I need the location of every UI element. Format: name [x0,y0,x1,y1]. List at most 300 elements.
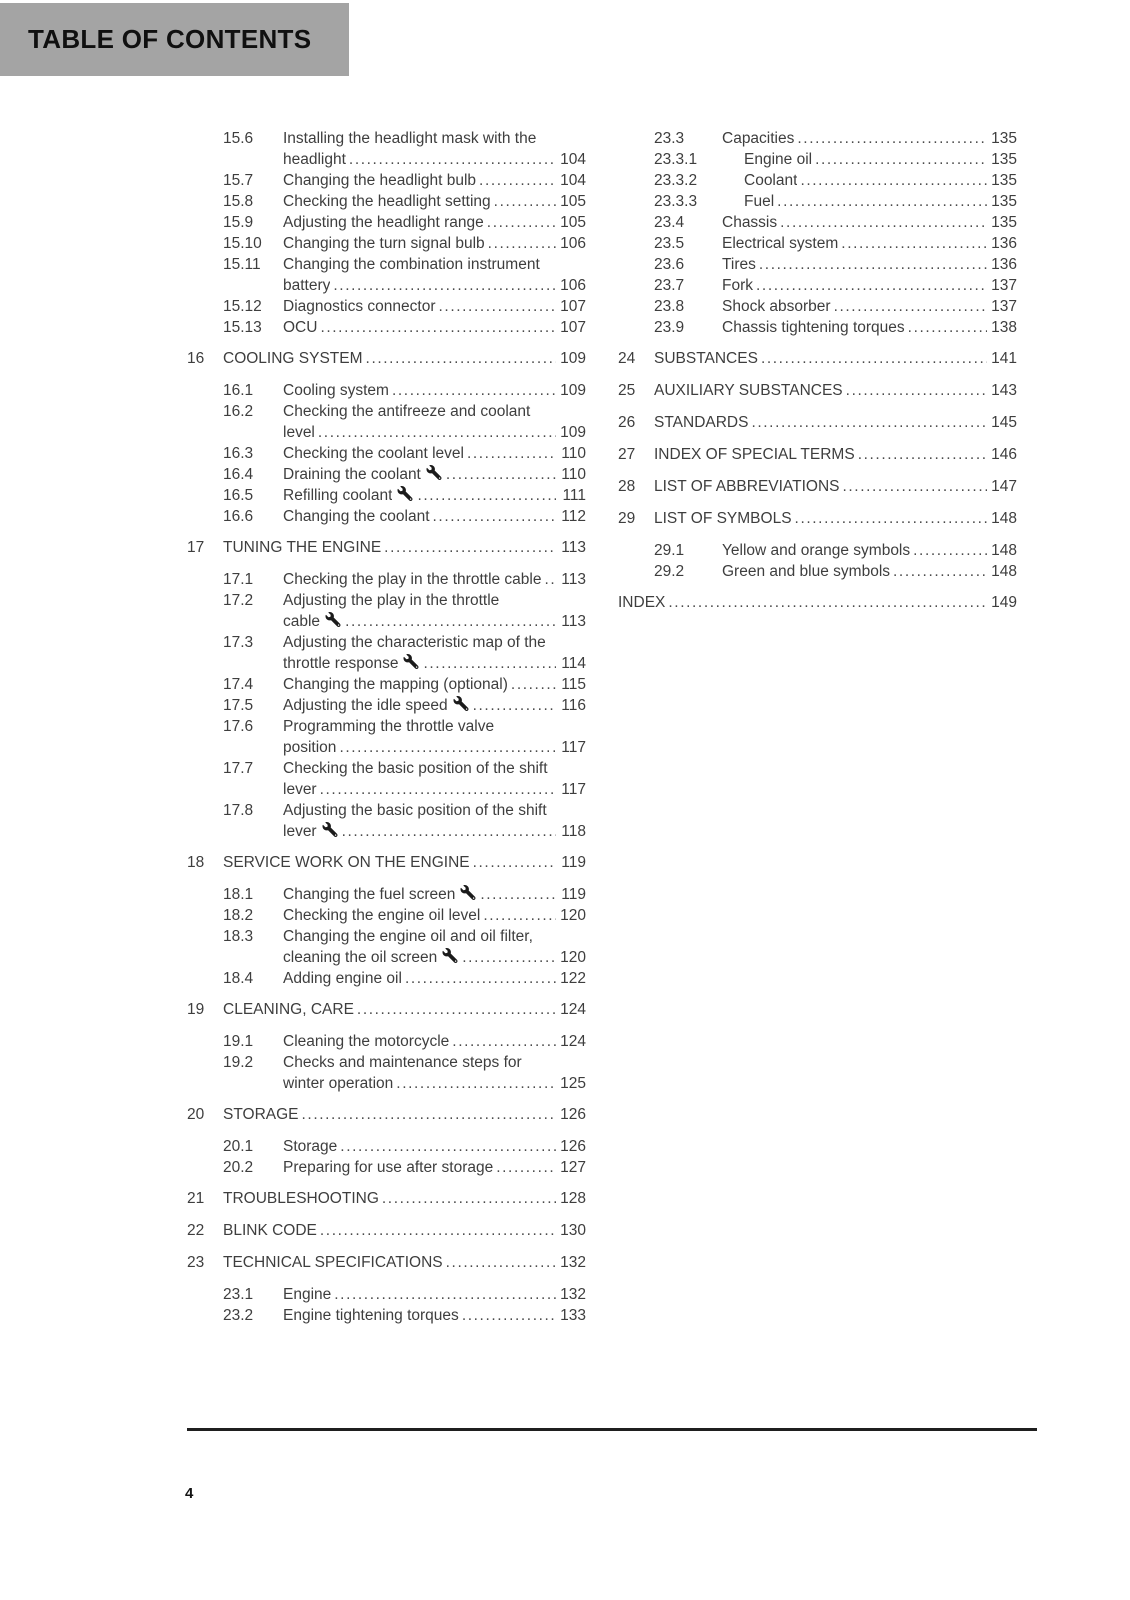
entry-last-line [283,233,586,254]
entry-title: Cooling system [283,382,389,399]
toc-entry [187,128,586,170]
entry-body [223,1220,586,1241]
entry-number: 23.7 [654,277,685,294]
entry-last-line [722,275,1017,296]
entry-title: Green and blue symbols [722,563,891,580]
entry-page-number: 136 [991,235,1017,252]
entry-number: 15.10 [223,235,262,252]
wrench-icon [397,486,413,501]
entry-title: Coolant [744,172,798,189]
entry-body [722,296,1017,317]
toc-entry [187,506,586,527]
entry-number: 23.8 [654,298,685,315]
entry-body [283,380,586,401]
entry-title: cable [283,613,321,630]
dot-leader [320,1220,556,1241]
toc-entry [618,149,1017,170]
wrench-icon [322,822,338,837]
entry-last-line [654,380,1017,401]
entry-last-line [283,674,586,695]
toc-entry [187,464,586,485]
entry-last-line [654,412,1017,433]
toc-entry [618,508,1017,529]
entry-last-line [283,1284,586,1305]
dot-leader [423,653,556,674]
entry-body [722,233,1017,254]
entry-title: INDEX [618,594,666,611]
entry-title-line: Checks and maintenance steps for [283,1054,522,1071]
toc-entry [618,412,1017,433]
entry-title: Changing the coolant [283,508,430,525]
entry-last-line [283,212,586,233]
entry-body [223,999,586,1020]
entry-title: Changing the fuel screen [283,886,456,903]
toc-entry [187,191,586,212]
entry-page-number: 135 [991,151,1017,168]
dot-leader [357,999,556,1020]
entry-title: Fuel [744,193,775,210]
entry-page-number: 132 [560,1286,586,1303]
entry-body [283,254,586,296]
dot-leader [396,1073,556,1094]
toc-entry [187,569,586,590]
page-title: TABLE OF CONTENTS [28,24,312,54]
dot-leader [751,412,987,433]
toc-entry [187,296,586,317]
toc-entry [187,852,586,873]
entry-title: Preparing for use after storage [283,1159,494,1176]
entry-number: 23.9 [654,319,685,336]
entry-page-number: 107 [560,298,586,315]
entry-page-number: 127 [560,1159,586,1176]
entry-last-line [283,569,586,590]
dot-leader [858,444,987,465]
entry-page-number: 109 [560,382,586,399]
entry-number: 23.6 [654,256,685,273]
entry-body [283,296,586,317]
entry-last-line [223,537,586,558]
entry-number: 23.3.3 [654,193,698,210]
dot-leader [488,233,556,254]
entry-body [283,191,586,212]
toc-entry [187,317,586,338]
entry-number: 23.3.2 [654,172,698,189]
entry-page-number: 124 [560,1033,586,1050]
entry-body [654,380,1017,401]
dot-leader [800,170,987,191]
entry-number: 23.4 [654,214,685,231]
entry-last-line [283,968,586,989]
entry-number: 23 [187,1254,205,1271]
dot-leader [913,540,987,561]
dot-leader [345,611,556,632]
entry-title: Checking the coolant level [283,445,464,462]
entry-number: 16.4 [223,466,254,483]
entry-last-line [223,1220,586,1241]
entry-body [722,212,1017,233]
entry-last-line [654,476,1017,497]
entry-page-number: 126 [560,1138,586,1155]
toc-entry [187,254,586,296]
entry-number: 15.8 [223,193,254,210]
toc-entry [187,170,586,191]
dot-leader [545,569,557,590]
toc-entry [618,561,1017,582]
toc-entry [618,233,1017,254]
entry-title: Changing the headlight bulb [283,172,477,189]
entry-title-line: Checking the basic position of the shift [283,760,548,777]
toc-entry [187,1157,586,1178]
entry-number: 17.4 [223,676,254,693]
entry-title: headlight [283,151,346,168]
toc-entry [618,296,1017,317]
entry-body [283,1031,586,1052]
entry-title: Engine oil [744,151,813,168]
entry-page-number: 107 [560,319,586,336]
toc-entry [618,348,1017,369]
entry-title: Draining the coolant [283,466,421,483]
toc-entry [187,905,586,926]
entry-number: 21 [187,1190,205,1207]
entry-number: 18.4 [223,970,254,987]
entry-body [722,317,1017,338]
toc-entry [187,443,586,464]
entry-page-number: 125 [560,1075,586,1092]
entry-title: Tires [722,256,756,273]
entry-number: 23.2 [223,1307,254,1324]
entry-page-number: 128 [560,1190,586,1207]
entry-body [283,1136,586,1157]
entry-last-line [654,444,1017,465]
entry-body [283,926,586,968]
entry-title: TUNING THE ENGINE [223,539,382,556]
entry-title: BLINK CODE [223,1222,317,1239]
entry-title-line: Changing the engine oil and oil filter, [283,928,533,945]
dot-leader [815,149,987,170]
entry-last-line [283,821,586,842]
entry-last-line [722,212,1017,233]
entry-body [722,128,1017,149]
toc-entry [187,968,586,989]
dot-leader [480,884,556,905]
entry-last-line [283,506,586,527]
entry-last-line [654,508,1017,529]
entry-number: 15.11 [223,256,261,273]
entry-title: battery [283,277,331,294]
entry-page-number: 135 [991,193,1017,210]
entry-number: 17.5 [223,697,254,714]
entry-page-number: 145 [991,414,1017,431]
entry-last-line [722,233,1017,254]
dot-leader [842,476,987,497]
entry-page-number: 120 [560,907,586,924]
entry-title: Storage [283,1138,338,1155]
entry-title: SUBSTANCES [654,350,758,367]
toc-entry [187,695,586,716]
entry-last-line [223,1252,586,1273]
toc-entry [187,1305,586,1326]
entry-last-line [283,1305,586,1326]
entry-title: INDEX OF SPECIAL TERMS [654,446,855,463]
entry-title: Chassis [722,214,778,231]
entry-body [618,592,1017,613]
entry-page-number: 147 [991,478,1017,495]
entry-last-line [223,999,586,1020]
toc-entry [187,1136,586,1157]
entry-page-number: 137 [991,298,1017,315]
entry-page-number: 106 [560,235,586,252]
entry-number: 29.2 [654,563,685,580]
entry-number: 15.7 [223,172,254,189]
entry-last-line [283,947,586,968]
entry-title: OCU [283,319,318,336]
entry-last-line [722,128,1017,149]
entry-title: cleaning the oil screen [283,949,438,966]
entry-last-line [722,296,1017,317]
entry-page-number: 141 [991,350,1017,367]
entry-number: 16.1 [223,382,254,399]
toc-entry [187,485,586,506]
toc-entry [618,476,1017,497]
entry-body [654,476,1017,497]
entry-last-line [283,191,586,212]
entry-number: 15.13 [223,319,262,336]
entry-page-number: 105 [560,214,586,231]
entry-number: 16 [187,350,205,367]
entry-title: Yellow and orange symbols [722,542,911,559]
toc-entry [187,348,586,369]
dot-leader [320,317,556,338]
dot-leader [511,674,556,695]
entry-number: 23.5 [654,235,685,252]
entry-number: 15.6 [223,130,254,147]
entry-last-line [722,540,1017,561]
entry-last-line [283,317,586,338]
toc-entry [618,380,1017,401]
entry-body [722,191,1017,212]
dot-leader [473,852,556,873]
entry-title: AUXILIARY SUBSTANCES [654,382,843,399]
dot-leader [761,348,987,369]
dot-leader [494,191,556,212]
entry-page-number: 117 [561,781,586,798]
dot-leader [333,275,556,296]
entry-number: 16.6 [223,508,254,525]
dot-leader [366,348,556,369]
entry-title: TROUBLESHOOTING [223,1190,379,1207]
entry-body [223,1104,586,1125]
toc-entry [618,212,1017,233]
footer-rule [187,1428,1037,1431]
entry-title: Diagnostics connector [283,298,436,315]
entry-last-line [618,592,1017,613]
entry-title: level [283,424,315,441]
entry-last-line [283,695,586,716]
entry-number: 26 [618,414,636,431]
entry-last-line [283,1157,586,1178]
entry-page-number: 104 [560,151,586,168]
toc-entry [187,926,586,968]
toc-entry [187,233,586,254]
entry-number: 23.1 [223,1286,254,1303]
dot-leader [777,191,987,212]
toc-entry [187,884,586,905]
entry-title: throttle response [283,655,399,672]
entry-page-number: 122 [560,970,586,987]
toc-entry [187,716,586,758]
toc-column-left [187,128,586,1326]
entry-body [283,506,586,527]
dot-leader [334,1284,556,1305]
toc-entry [618,444,1017,465]
entry-last-line [283,170,586,191]
entry-last-line [283,905,586,926]
entry-last-line [283,884,586,905]
footer-page-number: 4 [185,1485,194,1502]
entry-page-number: 148 [991,542,1017,559]
entry-number: 17.8 [223,802,254,819]
dot-leader [846,380,987,401]
entry-title-line: Adjusting the basic position of the shift [283,802,547,819]
toc-entry [187,401,586,443]
toc-column-right [618,128,1017,1326]
entry-last-line [283,779,586,800]
entry-last-line [744,191,1017,212]
entry-page-number: 126 [560,1106,586,1123]
dot-leader [473,695,556,716]
wrench-icon [442,948,458,963]
entry-page-number: 110 [561,466,586,483]
dot-leader [446,464,556,485]
toc-entry [187,537,586,558]
entry-body [283,464,586,485]
dot-leader [496,1157,556,1178]
dot-leader [479,170,556,191]
entry-title: Adjusting the idle speed [283,697,448,714]
entry-body [722,254,1017,275]
entry-title: Capacities [722,130,795,147]
entry-number: 18.2 [223,907,254,924]
entry-last-line [744,149,1017,170]
entry-body [722,275,1017,296]
entry-body [223,852,586,873]
entry-page-number: 109 [560,424,586,441]
toc-entry [187,758,586,800]
entry-page-number: 130 [560,1222,586,1239]
entry-title-line: Checking the antifreeze and coolant [283,403,531,420]
entry-last-line [283,1031,586,1052]
entry-number: 16.3 [223,445,254,462]
entry-page-number: 113 [561,539,586,556]
dot-leader [439,296,557,317]
entry-page-number: 104 [560,172,586,189]
dot-leader [487,212,556,233]
entry-title: Checking the headlight setting [283,193,491,210]
entry-page-number: 109 [560,350,586,367]
header-bar [0,3,349,76]
entry-number: 23.3 [654,130,685,147]
dot-leader [392,380,556,401]
entry-page-number: 133 [560,1307,586,1324]
toc-entry [618,540,1017,561]
entry-body [283,905,586,926]
dot-leader [452,1031,556,1052]
entry-number: 17.1 [223,571,254,588]
toc-entry [187,1284,586,1305]
entry-body [283,128,586,170]
entry-body [654,348,1017,369]
entry-number: 19.2 [223,1054,254,1071]
entry-last-line [283,653,586,674]
entry-number: 25 [618,382,636,399]
entry-body [283,1305,586,1326]
wrench-icon [403,654,419,669]
entry-number: 29 [618,510,636,527]
entry-number: 19.1 [223,1033,254,1050]
toc-entry [187,1188,586,1209]
entry-page-number: 138 [991,319,1017,336]
entry-page-number: 118 [561,823,586,840]
dot-leader [893,561,987,582]
entry-title: Electrical system [722,235,839,252]
entry-title: STORAGE [223,1106,299,1123]
entry-title: Adding engine oil [283,970,402,987]
dot-leader [339,737,556,758]
entry-last-line [654,348,1017,369]
dot-leader [417,485,556,506]
entry-body [283,716,586,758]
wrench-icon [453,696,469,711]
entry-last-line [722,317,1017,338]
entry-body [283,884,586,905]
entry-body [283,401,586,443]
dot-leader [318,422,556,443]
entry-page-number: 110 [561,445,586,462]
entry-title: Chassis tightening torques [722,319,905,336]
dot-leader [382,1188,556,1209]
entry-title-line: Adjusting the play in the throttle [283,592,500,609]
entry-body [283,968,586,989]
dot-leader [384,537,556,558]
entry-title: Fork [722,277,753,294]
toc-entry [618,191,1017,212]
entry-last-line [283,149,586,170]
toc-entry [618,170,1017,191]
dot-leader [483,905,556,926]
entry-title-line: Installing the headlight mask with the [283,130,537,147]
entry-body [722,149,1017,170]
entry-last-line [283,1073,586,1094]
entry-body [283,632,586,674]
entry-page-number: 113 [561,613,586,630]
entry-number: 24 [618,350,636,367]
entry-page-number: 119 [561,886,586,903]
entry-body [283,443,586,464]
entry-page-number: 137 [991,277,1017,294]
entry-body [283,485,586,506]
entry-number: 20.2 [223,1159,254,1176]
entry-title: position [283,739,337,756]
entry-body [283,590,586,632]
entry-page-number: 105 [560,193,586,210]
wrench-icon [325,612,341,627]
entry-title: Refilling coolant [283,487,393,504]
toc-entry [187,212,586,233]
entry-last-line [283,464,586,485]
entry-last-line [283,380,586,401]
dot-leader [302,1104,556,1125]
entry-last-line [283,737,586,758]
